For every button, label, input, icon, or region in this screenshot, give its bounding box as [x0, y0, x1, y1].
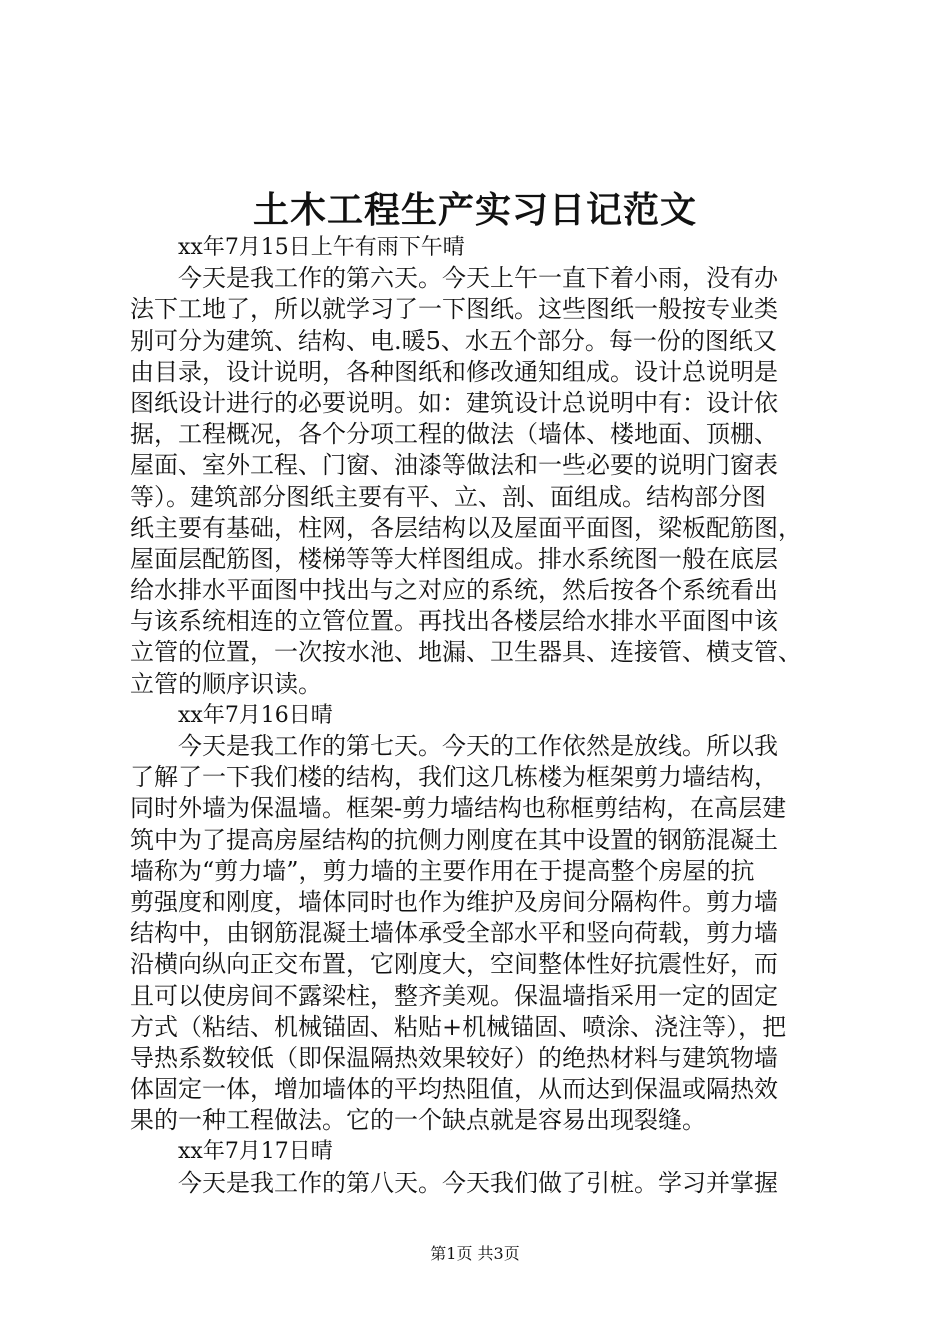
paragraph-line: 体固定一体，增加墙体的平均热阻值，从而达到保温或隔热效 — [130, 1075, 778, 1104]
paragraph-line: 图纸设计进行的必要说明。如：建筑设计总说明中有：设计依 — [130, 388, 778, 417]
paragraph-line: 且可以使房间不露梁柱，整齐美观。保温墙指采用一定的固定 — [130, 981, 778, 1010]
paragraph-line: 屋面层配筋图，楼梯等等大样图组成。排水系统图一般在底层 — [130, 544, 778, 573]
paragraph-line: 立管的位置，一次按水池、地漏、卫生器具、连接管、横支管、 — [130, 638, 802, 667]
paragraph-line: 由目录，设计说明，各种图纸和修改通知组成。设计总说明是 — [130, 357, 778, 386]
paragraph-line: 据，工程概况，各个分项工程的做法（墙体、楼地面、顶棚、 — [130, 420, 778, 449]
paragraph-line: 与该系统相连的立管位置。再找出各楼层给水排水平面图中该 — [130, 607, 778, 636]
entry-date: xx年7月17日晴 — [178, 1139, 333, 1165]
entry-date: xx年7月16日晴 — [178, 702, 333, 728]
paragraph-line: 果的一种工程做法。它的一个缺点就是容易出现裂缝。 — [130, 1106, 706, 1135]
paragraph-line: 结构中，由钢筋混凝土墙体承受全部水平和竖向荷载，剪力墙 — [130, 919, 778, 948]
entry-date: xx年7月15日上午有雨下午晴 — [178, 235, 465, 260]
paragraph-line: 给水排水平面图中找出与之对应的系统，然后按各个系统看出 — [130, 576, 778, 605]
paragraph-line: 了解了一下我们楼的结构，我们这几栋楼为框架剪力墙结构， — [130, 763, 778, 792]
paragraph-line: 今天是我工作的第七天。今天的工作依然是放线。所以我 — [178, 732, 778, 760]
paragraph-line: 导热系数较低（即保温隔热效果较好）的绝热材料与建筑物墙 — [130, 1043, 778, 1072]
paragraph-line: 墙称为“剪力墙”，剪力墙的主要作用在于提高整个房屋的抗 — [130, 856, 755, 885]
paragraph-line: 别可分为建筑、结构、电.暖5、水五个部分。每一份的图纸又 — [130, 326, 777, 355]
paragraph-line: 屋面、室外工程、门窗、油漆等做法和一些必要的说明门窗表 — [130, 451, 778, 480]
paragraph-line: 方式（粘结、机械锚固、粘贴+机械锚固、喷涂、浇注等），把 — [130, 1012, 787, 1041]
paragraph-line: 法下工地了，所以就学习了一下图纸。这些图纸一般按专业类 — [130, 295, 778, 324]
paragraph-line: 等）。建筑部分图纸主要有平、立、剖、面组成。结构部分图 — [130, 482, 766, 511]
document-title: 土木工程生产实习日记范文 — [252, 189, 697, 231]
paragraph-line: 同时外墙为保温墙。框架-剪力墙结构也称框剪结构，在高层建 — [130, 794, 787, 823]
paragraph-line: 剪强度和刚度，墙体同时也作为维护及房间分隔构件。剪力墙 — [130, 887, 778, 916]
paragraph-line: 今天是我工作的第八天。今天我们做了引桩。学习并掌握 — [178, 1168, 778, 1197]
page-footer: 第1页 共3页 — [430, 1244, 520, 1263]
paragraph-line: 今天是我工作的第六天。今天上午一直下着小雨，没有办 — [178, 264, 778, 293]
paragraph-line: 立管的顺序识读。 — [130, 669, 322, 698]
paragraph-line: 沿横向纵向正交布置，它刚度大，空间整体性好抗震性好，而 — [130, 950, 778, 979]
paragraph-line: 筑中为了提高房屋结构的抗侧力刚度在其中设置的钢筋混凝土 — [130, 825, 778, 854]
paragraph-line: 纸主要有基础，柱网，各层结构以及屋面平面图，梁板配筋图， — [130, 513, 802, 542]
document-body — [130, 232, 850, 1199]
